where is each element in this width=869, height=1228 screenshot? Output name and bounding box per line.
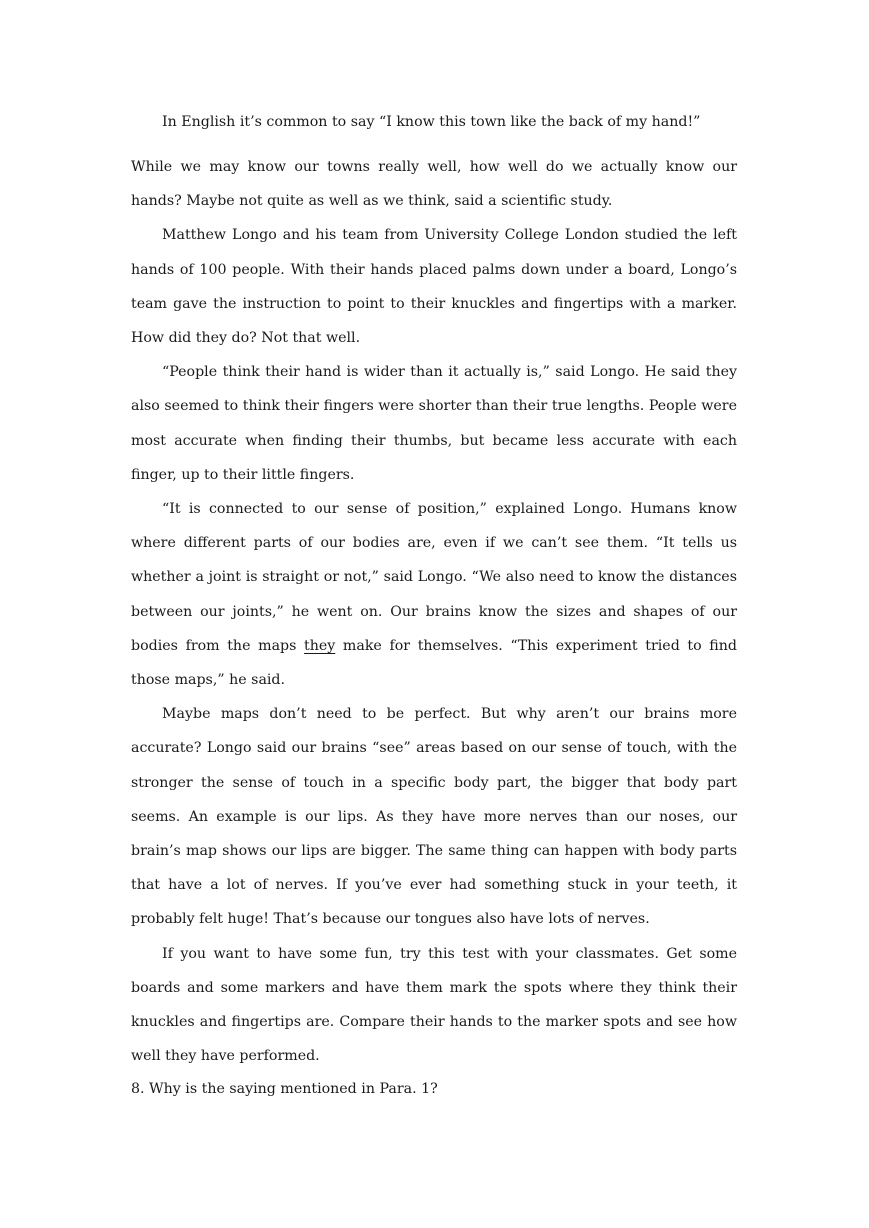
paragraph-4-text-before: “It is connected to our sense of position,” explained Longo. Humans know where different parts of our bodies are, even if we can’t see them. “It tells us whether a joint is straight or not,” said Longo. “We also need to know the distances between our joints,” he went on. Our brains know the sizes and shapes of our bodies from the maps — [131, 501, 737, 654]
paragraph-4-text-after: make for themselves. “This experiment tried to find those maps,” he said. — [131, 637, 737, 689]
article-body — [131, 150, 737, 1073]
question-8: 8. Why is the saying mentioned in Para. 1? — [131, 1081, 438, 1097]
paragraph-6: If you want to have some fun, try this test with your classmates. Get some boards and some markers and have them mark the spots where they think their knuckles and fingertips are. Compare their hands to the marker spots and see how well they have performed. — [131, 945, 737, 1065]
underlined-word: they — [304, 637, 336, 654]
paragraph-4 — [131, 492, 737, 697]
paragraph-1-first-line — [131, 105, 737, 139]
paragraph-2: Matthew Longo and his team from University College London studied the left hands of 100 people. With their hands placed palms down under a board, Longo’s team gave the instruction to point to their knuckles and fingertips with a marker. How did they do? Not that well. — [131, 227, 737, 347]
paragraph-5: Maybe maps don’t need to be perfect. But why aren’t our brains more accurate? Longo said our brains “see” areas based on our sense of touch, with the stronger the sense of touch in a specific body part, the bigger that body part seems. An example is our lips. As they have more nerves than our noses, our brain’s map shows our lips are bigger. The same thing can happen with body parts that have a lot of nerves. If you’ve ever had something stuck in your teeth, it probably felt huge! That’s because our tongues also have lots of nerves. — [131, 706, 737, 928]
paragraph-1-rest: While we may know our towns really well, how well do we actually know our hands? Maybe not quite as well as we think, said a scientific study. — [131, 159, 737, 210]
paragraph-3: “People think their hand is wider than it actually is,” said Longo. He said they also seemed to think their fingers were shorter than their true lengths. People were most accurate when finding their thumbs, but became less accurate with each finger, up to their little fingers. — [131, 364, 737, 483]
paragraph-1-line-1: In English it’s common to say “I know this town like the back of my hand!” — [162, 114, 701, 130]
